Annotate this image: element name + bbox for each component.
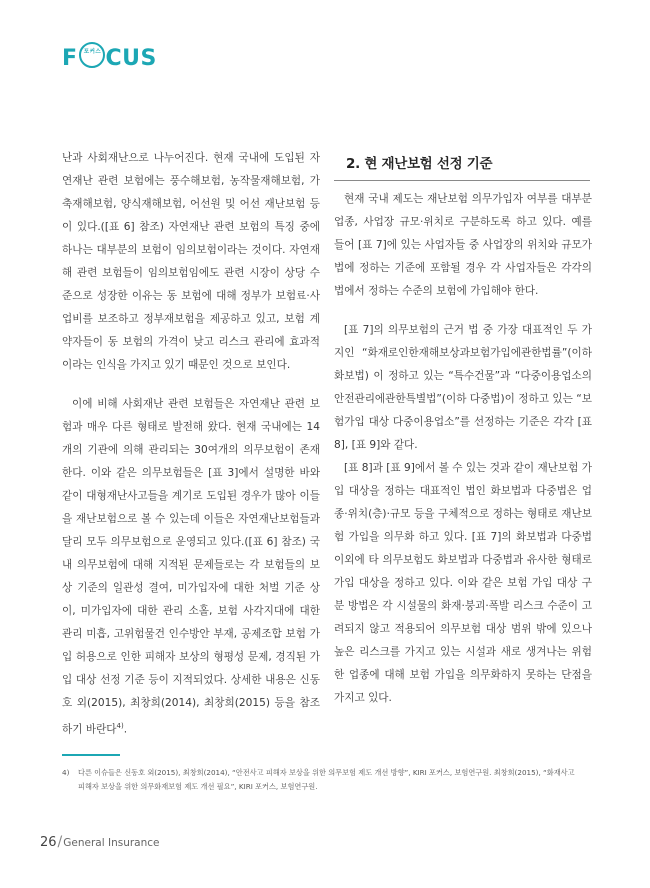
left-paragraph-2-text: 이에 비해 사회재난 관련 보험들은 자연재난 관련 보험과 매우 다른 형태로 발전해 왔다. 현재 국내에는 14개의 기관에 의해 관리되는 30여개의 의무보험이 존재한다. 이와 같은 의무보험들은 [표 3]에서 설명한 바와 같이 대형재난사고들을 계기로 도입된 경우가 많아 이들을 재난보험으로 볼 수 있는데 이들은 자연재난보험들과 달리 모두 의무보험으로 운영되고 있다.([표 6] 참조) 국내 의무보험에 대해 지적된 문제들로는 각 보험들의 보상 기준의 일관성 결여, 미가입자에 대한 처벌 기준 상이, 미가입자에 대한 관리 소홀, 보험 사각지대에 대한 관리 미흡, 고위험물건 인수방안 부재, 공제조합 보험 가입 허용으로 인한 피해자 보상의 형평성 문제, 경직된 가입 대상 선정 기준 등이 지적되었다. 상세한 내용은 신동호 외(2015), 최창희(2014), 최창희(2015) 등을 참조하기 바란다 [62, 398, 320, 736]
left-paragraph-2 [62, 393, 320, 742]
logo-letter-f: F [62, 46, 78, 71]
footnote-line-2: 피해자 보상을 위한 의무화재보험 제도 개선 필요”, KIRI 포커스, 보험연구원. [78, 782, 318, 791]
right-paragraph-3: [표 8]과 [표 9]에서 볼 수 있는 것과 같이 재난보험 가입 대상을 정하는 대표적인 법인 화보법과 다중법은 업종·위치(층)·규모 등을 구체적으로 정하는 형태로 재난보험 가입을 의무화 하고 있다. [표 7]의 화보법과 다중법 이외에 타 의무보험도 화보법과 다중법과 유사한 형태로 가입 대상을 정하고 있다. 이와 같은 보험 가입 대상 구분 방법은 각 시설물의 화재·붕괴·폭발 리스크 수준이 고려되지 않고 적용되어 의무보험 대상 범위 밖에 있으나 높은 리스크를 가지고 있는 시설과 새로 생겨나는 위험한 업종에 대해 보험 가입을 의무화하지 못하는 단점을 가지고 있다. [334, 462, 592, 704]
logo-o-subtitle: 포커스 [83, 49, 102, 55]
folio-slash-icon: / [57, 834, 63, 850]
footnote-text-1: 다른 이슈들은 신동호 외(2015), 최창희(2014), “안전사고 피해자 보상을 위한 의무보험 제도 개선 방향”, KIRI 포커스, 보험연구원. 최창희(2015), “화재사고 [78, 768, 575, 777]
logo-o-ring [79, 42, 105, 68]
footnote-divider [62, 754, 120, 756]
focus-logo [62, 42, 157, 71]
right-paragraph-1: 현재 국내 제도는 재난보험 의무가입자 여부를 대부분 업종, 사업장 규모·위치로 구분하도록 하고 있다. 예를 들어 [표 7]에 있는 사업자들 중 사업장의 위치와 규모가 법에 정하는 기준에 포함될 경우 각 사업자들은 각각의 법에서 정하는 수준의 보험에 가입해야 한다. [334, 193, 592, 297]
right-paragraph-2: [표 7]의 의무보험의 근거 법 중 가장 대표적인 두 가지인 “화재로인한재해보상과보험가입에관한법률”(이하 화보법) 이 정하고 있는 “특수건물”과 “다중이용업소의안전관리에관한특별법”(이하 다중법)이 정하고 있는 “보험가입 대상 다중이용업소”를 선정하는 기준은 각각 [표 8], [표 9]와 같다. [334, 324, 592, 451]
right-column [334, 188, 592, 710]
page-number: 26 [40, 835, 57, 850]
left-paragraph-2-end: . [123, 723, 128, 736]
left-column [62, 147, 320, 742]
footnote [62, 766, 590, 794]
footnote-line-1 [62, 766, 590, 780]
page-folio [40, 834, 160, 850]
magazine-name: General Insurance [63, 837, 160, 849]
section-title: 2. 현 재난보험 선정 기준 [346, 156, 493, 172]
section-divider [334, 180, 590, 181]
footnote-number: 4) [62, 768, 70, 777]
left-paragraph-1: 난과 사회재난으로 나누어진다. 현재 국내에 도입된 자연재난 관련 보험에는 풍수해보험, 농작물재해보험, 가축재해보험, 양식재해보험, 어선원 및 어선 재난보험 등이 있다.([표 6] 참조) 자연재난 관련 보험의 특징 중에 하나는 대부분의 보험이 임의보험이라는 것이다. 자연재해 관련 보험들이 임의보험임에도 관련 시장이 상당 수준으로 성장한 이유는 동 보험에 대해 정부가 보험료·사업비를 보조하고 정부재보험을 제공하고 있고, 보험 계약자들이 동 보험의 가격이 낮고 리스크 관리에 효과적이라는 인식을 가지고 있기 때문인 것으로 보인다. [62, 152, 320, 371]
logo-letters-cus: CUS [105, 46, 157, 71]
footnote-ref-4[interactable]: 4) [116, 722, 124, 730]
